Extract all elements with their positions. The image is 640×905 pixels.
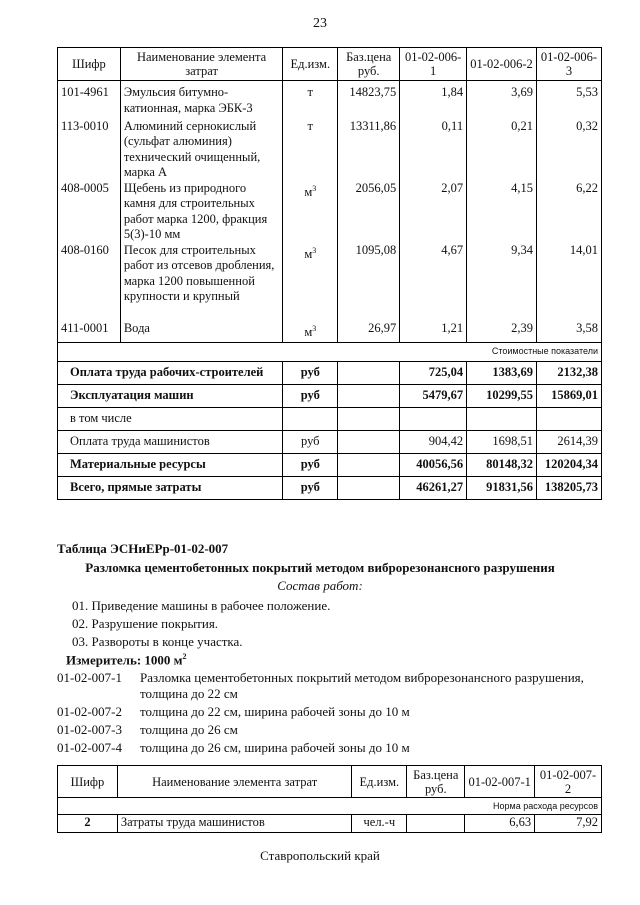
summary-price	[338, 385, 400, 408]
summary-v2: 10299,55	[467, 385, 537, 408]
summary-v1: 5479,67	[400, 385, 467, 408]
summary-unit: руб	[283, 362, 338, 385]
summary-label: Всего, прямые затраты	[58, 477, 283, 500]
summary-row	[58, 431, 602, 454]
table-row	[58, 243, 602, 321]
cell-v2: 3,69	[467, 81, 537, 119]
item-code: 01-02-007-1	[57, 670, 122, 685]
header-unit: Ед.изм.	[352, 766, 407, 798]
header-col3: 01-02-006-3	[536, 48, 601, 81]
cell-price: 1095,08	[338, 243, 400, 321]
cell-unit: чел.-ч	[352, 815, 407, 833]
cell-price: 26,97	[338, 321, 400, 343]
summary-v2	[467, 408, 537, 431]
summary-v1	[400, 408, 467, 431]
summary-v1: 40056,56	[400, 454, 467, 477]
header-price: Баз.цена руб.	[407, 766, 465, 798]
item-code: 01-02-007-3	[57, 722, 122, 737]
cell-v1: 0,11	[400, 119, 467, 181]
section-heading: Разломка цементобетонных покрытий методом виброрезонансного разрушения	[85, 560, 555, 575]
cell-unit: т	[283, 119, 338, 181]
summary-unit	[283, 408, 338, 431]
work-composition-title: Состав работ:	[277, 578, 363, 593]
item-text: толщина до 22 см	[140, 686, 238, 701]
meter-sup: 2	[182, 652, 187, 661]
summary-label: Материальные ресурсы	[58, 454, 283, 477]
summary-v3: 15869,01	[536, 385, 601, 408]
summary-row	[58, 408, 602, 431]
cell-v2: 4,15	[467, 181, 537, 243]
table-row	[58, 815, 602, 833]
header-col1: 01-02-006-1	[400, 48, 467, 81]
cell-code: 2	[58, 815, 118, 833]
summary-v3: 2614,39	[536, 431, 601, 454]
summary-v2: 1698,51	[467, 431, 537, 454]
header-col2: 01-02-006-2	[467, 48, 537, 81]
cell-v2: 2,39	[467, 321, 537, 343]
summary-v3	[536, 408, 601, 431]
summary-v3: 2132,38	[536, 362, 601, 385]
table-row	[58, 81, 602, 119]
summary-v3: 138205,73	[536, 477, 601, 500]
cell-v1: 1,21	[400, 321, 467, 343]
header-code: Шифр	[58, 48, 121, 81]
summary-v2: 80148,32	[467, 454, 537, 477]
table-row	[58, 181, 602, 243]
header-name: Наименование элемента затрат	[117, 766, 351, 798]
header-code: Шифр	[58, 766, 118, 798]
summary-row	[58, 362, 602, 385]
summary-v2: 1383,69	[467, 362, 537, 385]
summary-price	[338, 431, 400, 454]
summary-unit: руб	[283, 477, 338, 500]
cell-v3: 14,01	[536, 243, 601, 321]
summary-v2: 91831,56	[467, 477, 537, 500]
summary-price	[338, 362, 400, 385]
summary-unit: руб	[283, 385, 338, 408]
summary-price	[338, 454, 400, 477]
summary-price	[338, 408, 400, 431]
unit-m3: $м^3$	[304, 245, 317, 261]
summary-unit: руб	[283, 431, 338, 454]
cell-v3: 6,22	[536, 181, 601, 243]
summary-v1: 46261,27	[400, 477, 467, 500]
cell-v1: 4,67	[400, 243, 467, 321]
summary-unit: руб	[283, 454, 338, 477]
cell-price: 14823,75	[338, 81, 400, 119]
item-code: 01-02-007-4	[57, 740, 122, 755]
cell-code: 411-0001	[58, 321, 121, 343]
cell-name: Вода	[120, 321, 282, 343]
table-row	[58, 321, 602, 343]
work-item: 03. Развороты в конце участка.	[72, 634, 243, 649]
cell-name: Песок для строительных работ из отсевов дробления, марка 1200 повышенной крупности и крупный	[120, 243, 282, 321]
resources-table-007	[57, 765, 602, 833]
cell-unit	[283, 243, 338, 321]
cell-unit: т	[283, 81, 338, 119]
item-text: толщина до 22 см, ширина рабочей зоны до 10 м	[140, 704, 410, 719]
table-title: Таблица ЭСНиЕРр-01-02-007	[57, 541, 229, 556]
summary-row	[58, 385, 602, 408]
cell-v3: 0,32	[536, 119, 601, 181]
norm-row	[58, 798, 602, 815]
unit-m3: $м^3$	[304, 323, 317, 339]
summary-price	[338, 477, 400, 500]
summary-row	[58, 477, 602, 500]
cell-price: 2056,05	[338, 181, 400, 243]
table-row	[58, 119, 602, 181]
cell-price: 13311,86	[338, 119, 400, 181]
cost-indicators-label: Стоимостные показатели	[58, 343, 602, 362]
cell-v1: 6,63	[465, 815, 535, 833]
cell-v2: 7,92	[535, 815, 602, 833]
summary-label: Эксплуатация машин	[58, 385, 283, 408]
summary-v3: 120204,34	[536, 454, 601, 477]
meter-label	[66, 652, 187, 668]
cell-v3: 3,58	[536, 321, 601, 343]
header-unit: Ед.изм.	[283, 48, 338, 81]
summary-row	[58, 454, 602, 477]
cell-name: Затраты труда машинистов	[117, 815, 351, 833]
cell-name: Эмульсия битумно-катионная, марка ЭБК-3	[120, 81, 282, 119]
summary-label: в том числе	[58, 408, 283, 431]
cell-code: 408-0005	[58, 181, 121, 243]
cell-code: 408-0160	[58, 243, 121, 321]
summary-v1: 725,04	[400, 362, 467, 385]
cell-unit	[283, 321, 338, 343]
cell-code: 101-4961	[58, 81, 121, 119]
page-number: 23	[313, 16, 327, 31]
cell-name: Щебень из природного камня для строительных работ марка 1200, фракция 5(3)-10 мм	[120, 181, 282, 243]
cell-unit	[283, 181, 338, 243]
item-text: толщина до 26 см	[140, 722, 238, 737]
cell-code: 113-0010	[58, 119, 121, 181]
header-col2: 01-02-007-2	[535, 766, 602, 798]
norm-label: Норма расхода ресурсов	[58, 798, 602, 815]
summary-label: Оплата труда рабочих-строителей	[58, 362, 283, 385]
header-name: Наименование элемента затрат	[120, 48, 282, 81]
summary-label: Оплата труда машинистов	[58, 431, 283, 454]
item-text: толщина до 26 см, ширина рабочей зоны до 10 м	[140, 740, 410, 755]
cell-v1: 1,84	[400, 81, 467, 119]
item-text: Разломка цементобетонных покрытий методом виброрезонансного разрушения,	[140, 670, 584, 685]
work-item: 01. Приведение машины в рабочее положение.	[72, 598, 331, 613]
cell-price	[407, 815, 465, 833]
work-item: 02. Разрушение покрытия.	[72, 616, 219, 631]
cell-name: Алюминий сернокислый (сульфат алюминия) технический очищенный, марка А	[120, 119, 282, 181]
resources-table-006	[57, 47, 602, 500]
cell-v2: 0,21	[467, 119, 537, 181]
item-code: 01-02-007-2	[57, 704, 122, 719]
cell-v1: 2,07	[400, 181, 467, 243]
unit-m3: $м^3$	[304, 183, 317, 199]
meter-text: Измеритель: 1000 м	[66, 652, 183, 668]
header-col1: 01-02-007-1	[465, 766, 535, 798]
footer-region: Ставропольский край	[260, 848, 380, 863]
cell-v2: 9,34	[467, 243, 537, 321]
cost-indicators-row	[58, 343, 602, 362]
header-price: Баз.цена руб.	[338, 48, 400, 81]
cell-v3: 5,53	[536, 81, 601, 119]
summary-v1: 904,42	[400, 431, 467, 454]
